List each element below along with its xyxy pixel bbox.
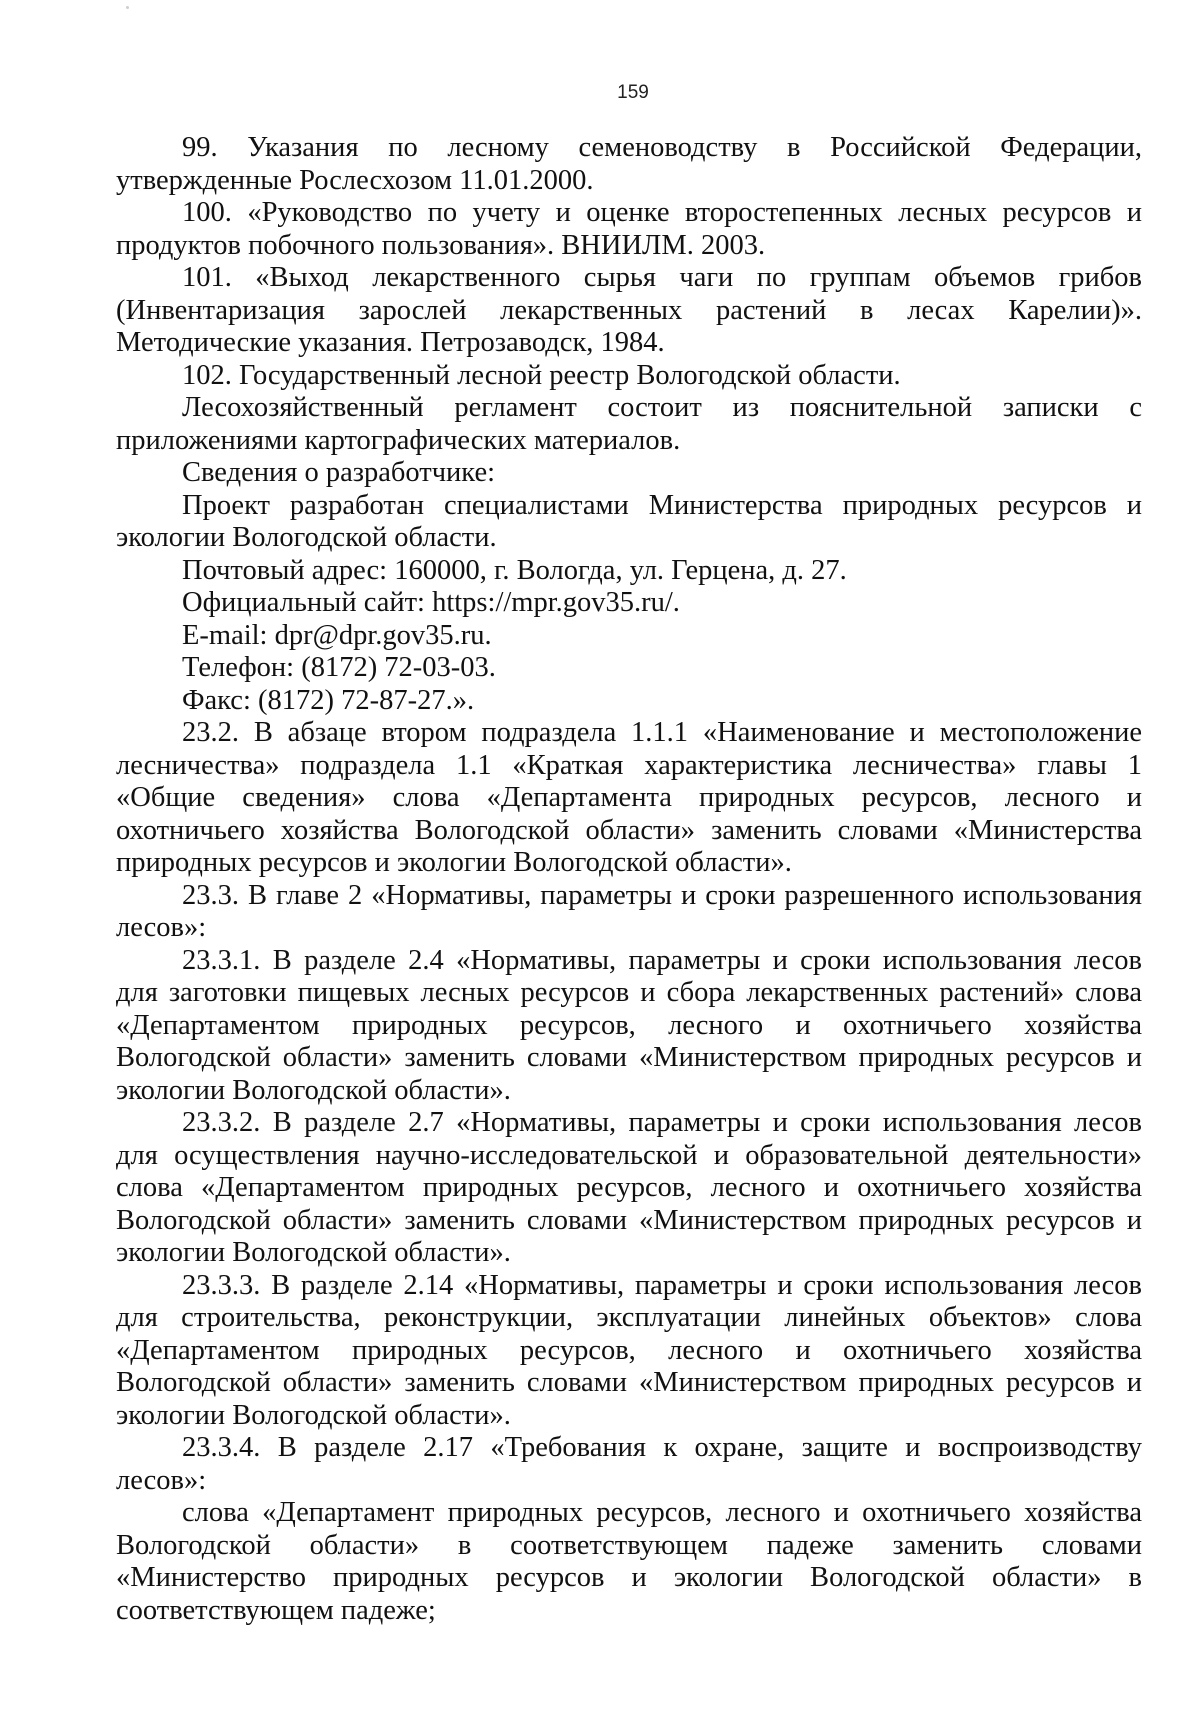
paragraph-replacement-words: слова «Департамент природных ресурсов, лесного и охотничьего хозяйства Вологодской области» в соответствующем падеже заменить словами «Министерство природных ресурсов и экологии Вологодской области» в соответствующем падеже; bbox=[116, 1497, 1142, 1626]
paragraph-100: 100. «Руководство по учету и оценке второстепенных лесных ресурсов и продуктов побочного пользования». ВНИИЛМ. 2003. bbox=[116, 197, 1142, 261]
paragraph-23-3-2: 23.3.2. В разделе 2.7 «Нормативы, параметры и сроки использования лесов для осуществления научно-исследовательской и образовательной деятельности» слова «Департаментом природных ресурсов, лесного и охотничьего хозяйства Вологодской области» заменить словами «Министерством природных ресурсов и экологии Вологодской области». bbox=[116, 1107, 1142, 1268]
paragraph-23-3: 23.3. В главе 2 «Нормативы, параметры и сроки разрешенного использования лесов»: bbox=[116, 879, 1142, 943]
paragraph-23-3-4: 23.3.4. В разделе 2.17 «Требования к охране, защите и воспроизводству лесов»: bbox=[116, 1432, 1142, 1496]
paragraph-phone: Телефон: (8172) 72-03-03. bbox=[182, 652, 496, 683]
paragraph-developer-heading: Сведения о разработчике: bbox=[182, 457, 496, 488]
paragraph-99: 99. Указания по лесному семеноводству в Российской Федерации, утвержденные Рослесхозом 11.01.2000. bbox=[116, 132, 1142, 196]
paragraph-postal-address: Почтовый адрес: 160000, г. Вологда, ул. Герцена, д. 27. bbox=[182, 554, 847, 586]
paragraph-fax: Факс: (8172) 72-87-27.». bbox=[182, 684, 475, 716]
paragraph-102: 102. Государственный лесной реестр Вологодской области. bbox=[182, 359, 901, 391]
paragraph-23-2: 23.2. В абзаце втором подраздела 1.1.1 «Наименование и местоположение лесничества» подраздела 1.1 «Краткая характеристика лесничества» главы 1 «Общие сведения» слова «Департамента природных ресурсов, лесного и охотничьего хозяйства Вологодской области» заменить словами «Министерства природных ресурсов и экологии Вологодской области». bbox=[116, 717, 1142, 878]
document-body bbox=[116, 132, 1142, 1627]
paragraph-developer: Проект разработан специалистами Министерства природных ресурсов и экологии Вологодской области. bbox=[116, 489, 1142, 553]
paragraph-101: 101. «Выход лекарственного сырья чаги по группам объемов грибов (Инвентаризация зарослей лекарственных растений в лесах Карелии)». Методические указания. Петрозаводск, 1984. bbox=[116, 262, 1142, 358]
page-number: 159 bbox=[617, 82, 649, 103]
paragraph-23-3-3: 23.3.3. В разделе 2.14 «Нормативы, параметры и сроки использования лесов для строительства, реконструкции, эксплуатации линейных объектов» слова «Департаментом природных ресурсов, лесного и охотничьего хозяйства Вологодской области» заменить словами «Министерством природных ресурсов и экологии Вологодской области». bbox=[116, 1269, 1142, 1431]
scan-speck bbox=[126, 6, 129, 9]
paragraph-email: E-mail: dpr@dpr.gov35.ru. bbox=[182, 619, 492, 651]
paragraph-website: Официальный сайт: https://mpr.gov35.ru/. bbox=[182, 587, 680, 618]
paragraph-regulation-structure: Лесохозяйственный регламент состоит из пояснительной записки с приложениями картографических материалов. bbox=[116, 392, 1142, 456]
paragraph-23-3-1: 23.3.1. В разделе 2.4 «Нормативы, параметры и сроки использования лесов для заготовки пищевых лесных ресурсов и сбора лекарственных растений» слова «Департаментом природных ресурсов, лесного и охотничьего хозяйства Вологодской области» заменить словами «Министерством природных ресурсов и экологии Вологодской области». bbox=[116, 944, 1142, 1106]
